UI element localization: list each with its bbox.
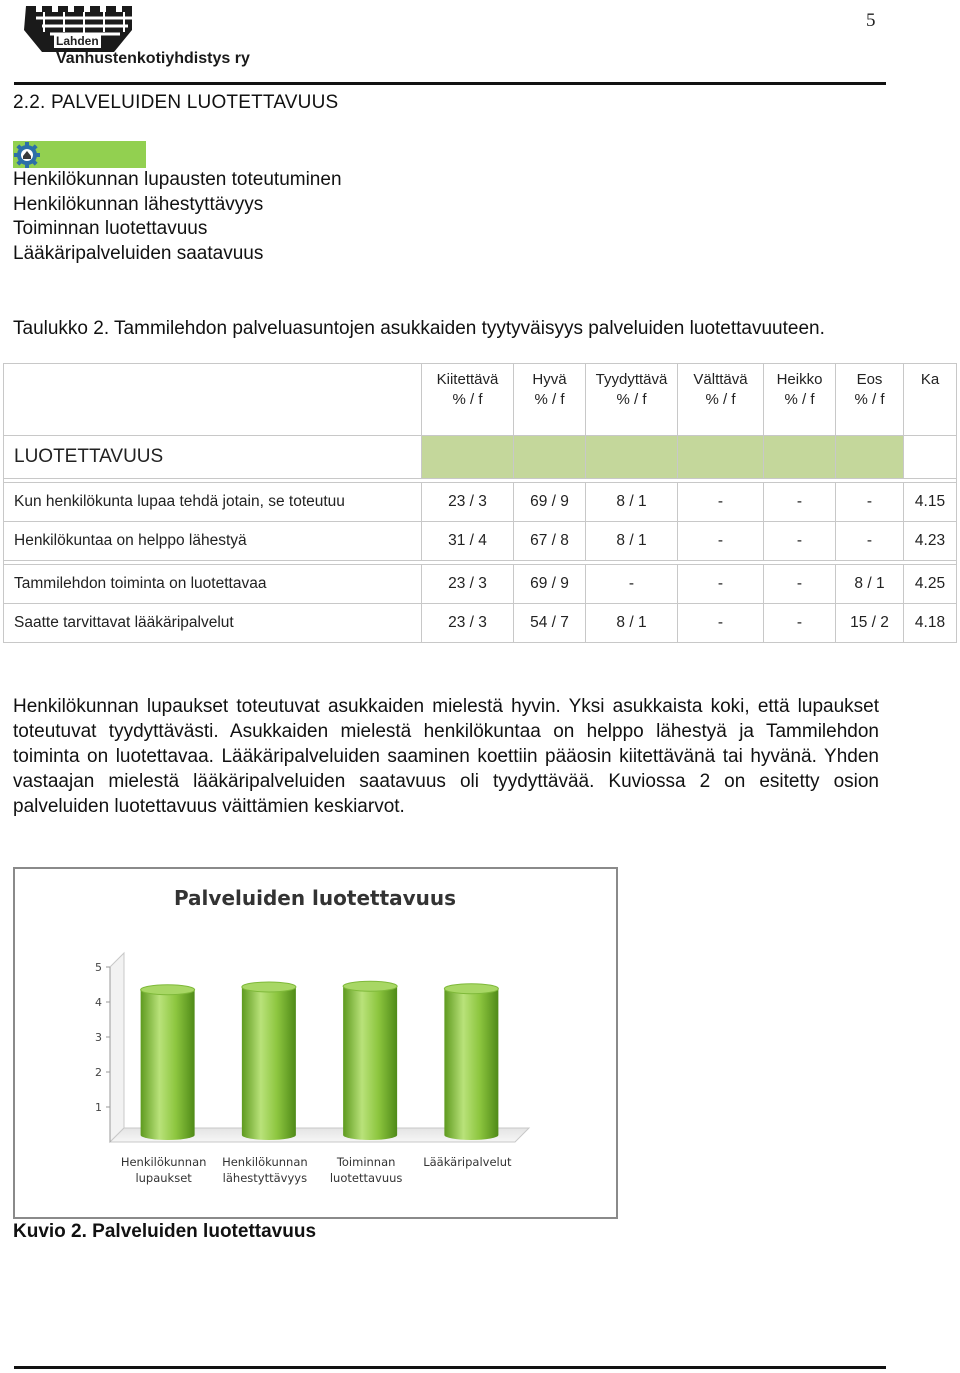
table-caption: Taulukko 2. Tammilehdon palveluasuntojen asukkaiden tyytyväisyys palveluiden luotettavuuteen. — [13, 318, 825, 339]
col-header: Kiitettävä % / f — [422, 364, 514, 436]
body-paragraph: Henkilökunnan lupaukset toteutuvat asukkaiden mielestä hyvin. Yksi asukkaista koki, että lupaukset toteutuvat tyydyttävästi. Asukkaiden mielestä henkilökuntaa on helppo lähestyä ja Tammilehdon toiminta on luotettavaa. Lääkäripalveluiden saaminen koettiin pääosin kiitettävänä tai hyvänä. Yhden vastaajan mielestä lääkäripalveluiden saatavuus oli tyydyttävää. Kuviossa 2 on esitetty osion palveluiden luotettavuus väittämien keskiarvot. — [13, 696, 879, 817]
table-cell: - — [764, 522, 836, 561]
col-header: Eos % / f — [836, 364, 904, 436]
y-tick-label: 1 — [95, 1101, 102, 1114]
topic-item: Henkilökunnan lupausten toteutuminen — [13, 169, 342, 190]
chart-frame — [13, 867, 618, 1219]
table-cell: 23 / 3 — [422, 565, 514, 604]
table-cell: 67 / 8 — [514, 522, 586, 561]
table-cell: 4.18 — [904, 604, 957, 643]
col-header: Heikko % / f — [764, 364, 836, 436]
y-tick-label: 4 — [95, 996, 102, 1009]
table-cell: - — [764, 565, 836, 604]
gear-house-icon — [13, 141, 41, 168]
table-cell: 23 / 3 — [422, 604, 514, 643]
table-cell: 15 / 2 — [836, 604, 904, 643]
topic-item: Henkilökunnan lähestyttävyys — [13, 193, 264, 215]
table-cell: 54 / 7 — [514, 604, 586, 643]
figure-caption: Kuvio 2. Palveluiden luotettavuus — [13, 1221, 317, 1242]
bar-top — [242, 982, 296, 992]
bar — [444, 989, 498, 1140]
topic-list — [13, 168, 342, 266]
organization-name: Vanhustenkotiyhdistys ry — [56, 50, 250, 67]
chart-back-wall — [110, 953, 124, 1142]
topic-item: Toiminnan luotettavuus — [13, 218, 208, 239]
table-cell: - — [586, 565, 678, 604]
table-cell: 4.23 — [904, 522, 957, 561]
x-tick-label: Lääkäripalvelut — [423, 1155, 512, 1169]
col-header: Välttävä % / f — [678, 364, 764, 436]
table-cell: - — [678, 565, 764, 604]
bar-top — [343, 981, 397, 991]
table-row — [4, 565, 957, 604]
x-tick-label: Henkilökunnan lupaukset — [120, 1155, 207, 1185]
table-cell: - — [836, 483, 904, 522]
col-header: Ka — [904, 364, 957, 436]
y-tick-label: 5 — [95, 961, 102, 974]
reliability-table — [3, 363, 957, 643]
table-cell: - — [764, 483, 836, 522]
table-row — [4, 604, 957, 643]
row-label: Saatte tarvittavat lääkäripalvelut — [4, 604, 422, 643]
table-cell: - — [678, 604, 764, 643]
bar — [141, 990, 195, 1140]
y-tick-label: 3 — [95, 1031, 102, 1044]
bar — [242, 987, 296, 1140]
table-header-empty — [4, 364, 422, 436]
table-cell: 23 / 3 — [422, 483, 514, 522]
table-cell: 8 / 1 — [836, 565, 904, 604]
chart-title: Palveluiden luotettavuus — [173, 886, 457, 910]
page-number: 5 — [866, 10, 876, 31]
category-row — [4, 436, 957, 479]
table-cell: 31 / 4 — [422, 522, 514, 561]
table-cell: 4.15 — [904, 483, 957, 522]
category-label: LUOTETTAVUUS — [4, 436, 422, 479]
table-cell: 8 / 1 — [586, 604, 678, 643]
row-label: Tammilehdon toiminta on luotettavaa — [4, 565, 422, 604]
row-label: Henkilökuntaa on helppo lähestyä — [4, 522, 422, 561]
x-tick-label: Toiminnan luotettavuus — [329, 1155, 403, 1185]
table-row — [4, 522, 957, 561]
x-tick-label: Henkilökunnan lähestyttävyys — [222, 1155, 308, 1185]
table-cell: 69 / 9 — [514, 565, 586, 604]
table-cell: - — [836, 522, 904, 561]
table-row — [4, 483, 957, 522]
row-label: Kun henkilökunta lupaa tehdä jotain, se toteutuu — [4, 483, 422, 522]
reliability-chart — [15, 869, 616, 1217]
table-cell: 69 / 9 — [514, 483, 586, 522]
table-cell: - — [678, 483, 764, 522]
col-header: Tyydyttävä % / f — [586, 364, 678, 436]
bar-top — [444, 984, 498, 994]
bar-top — [141, 985, 195, 995]
topic-item: Lääkäripalveluiden saatavuus — [13, 242, 264, 264]
table-cell: 8 / 1 — [586, 483, 678, 522]
table-header-row — [4, 364, 957, 436]
bar — [343, 986, 397, 1140]
table-cell: 8 / 1 — [586, 522, 678, 561]
y-tick-label: 2 — [95, 1066, 102, 1079]
header-rule — [14, 82, 886, 85]
logo-text: Lahden — [56, 34, 99, 48]
col-header: Hyvä % / f — [514, 364, 586, 436]
section-heading: 2.2. PALVELUIDEN LUOTETTAVUUS — [13, 92, 339, 113]
table-cell: - — [678, 522, 764, 561]
table-cell: 4.25 — [904, 565, 957, 604]
footer-rule — [14, 1366, 886, 1369]
table-cell: - — [764, 604, 836, 643]
